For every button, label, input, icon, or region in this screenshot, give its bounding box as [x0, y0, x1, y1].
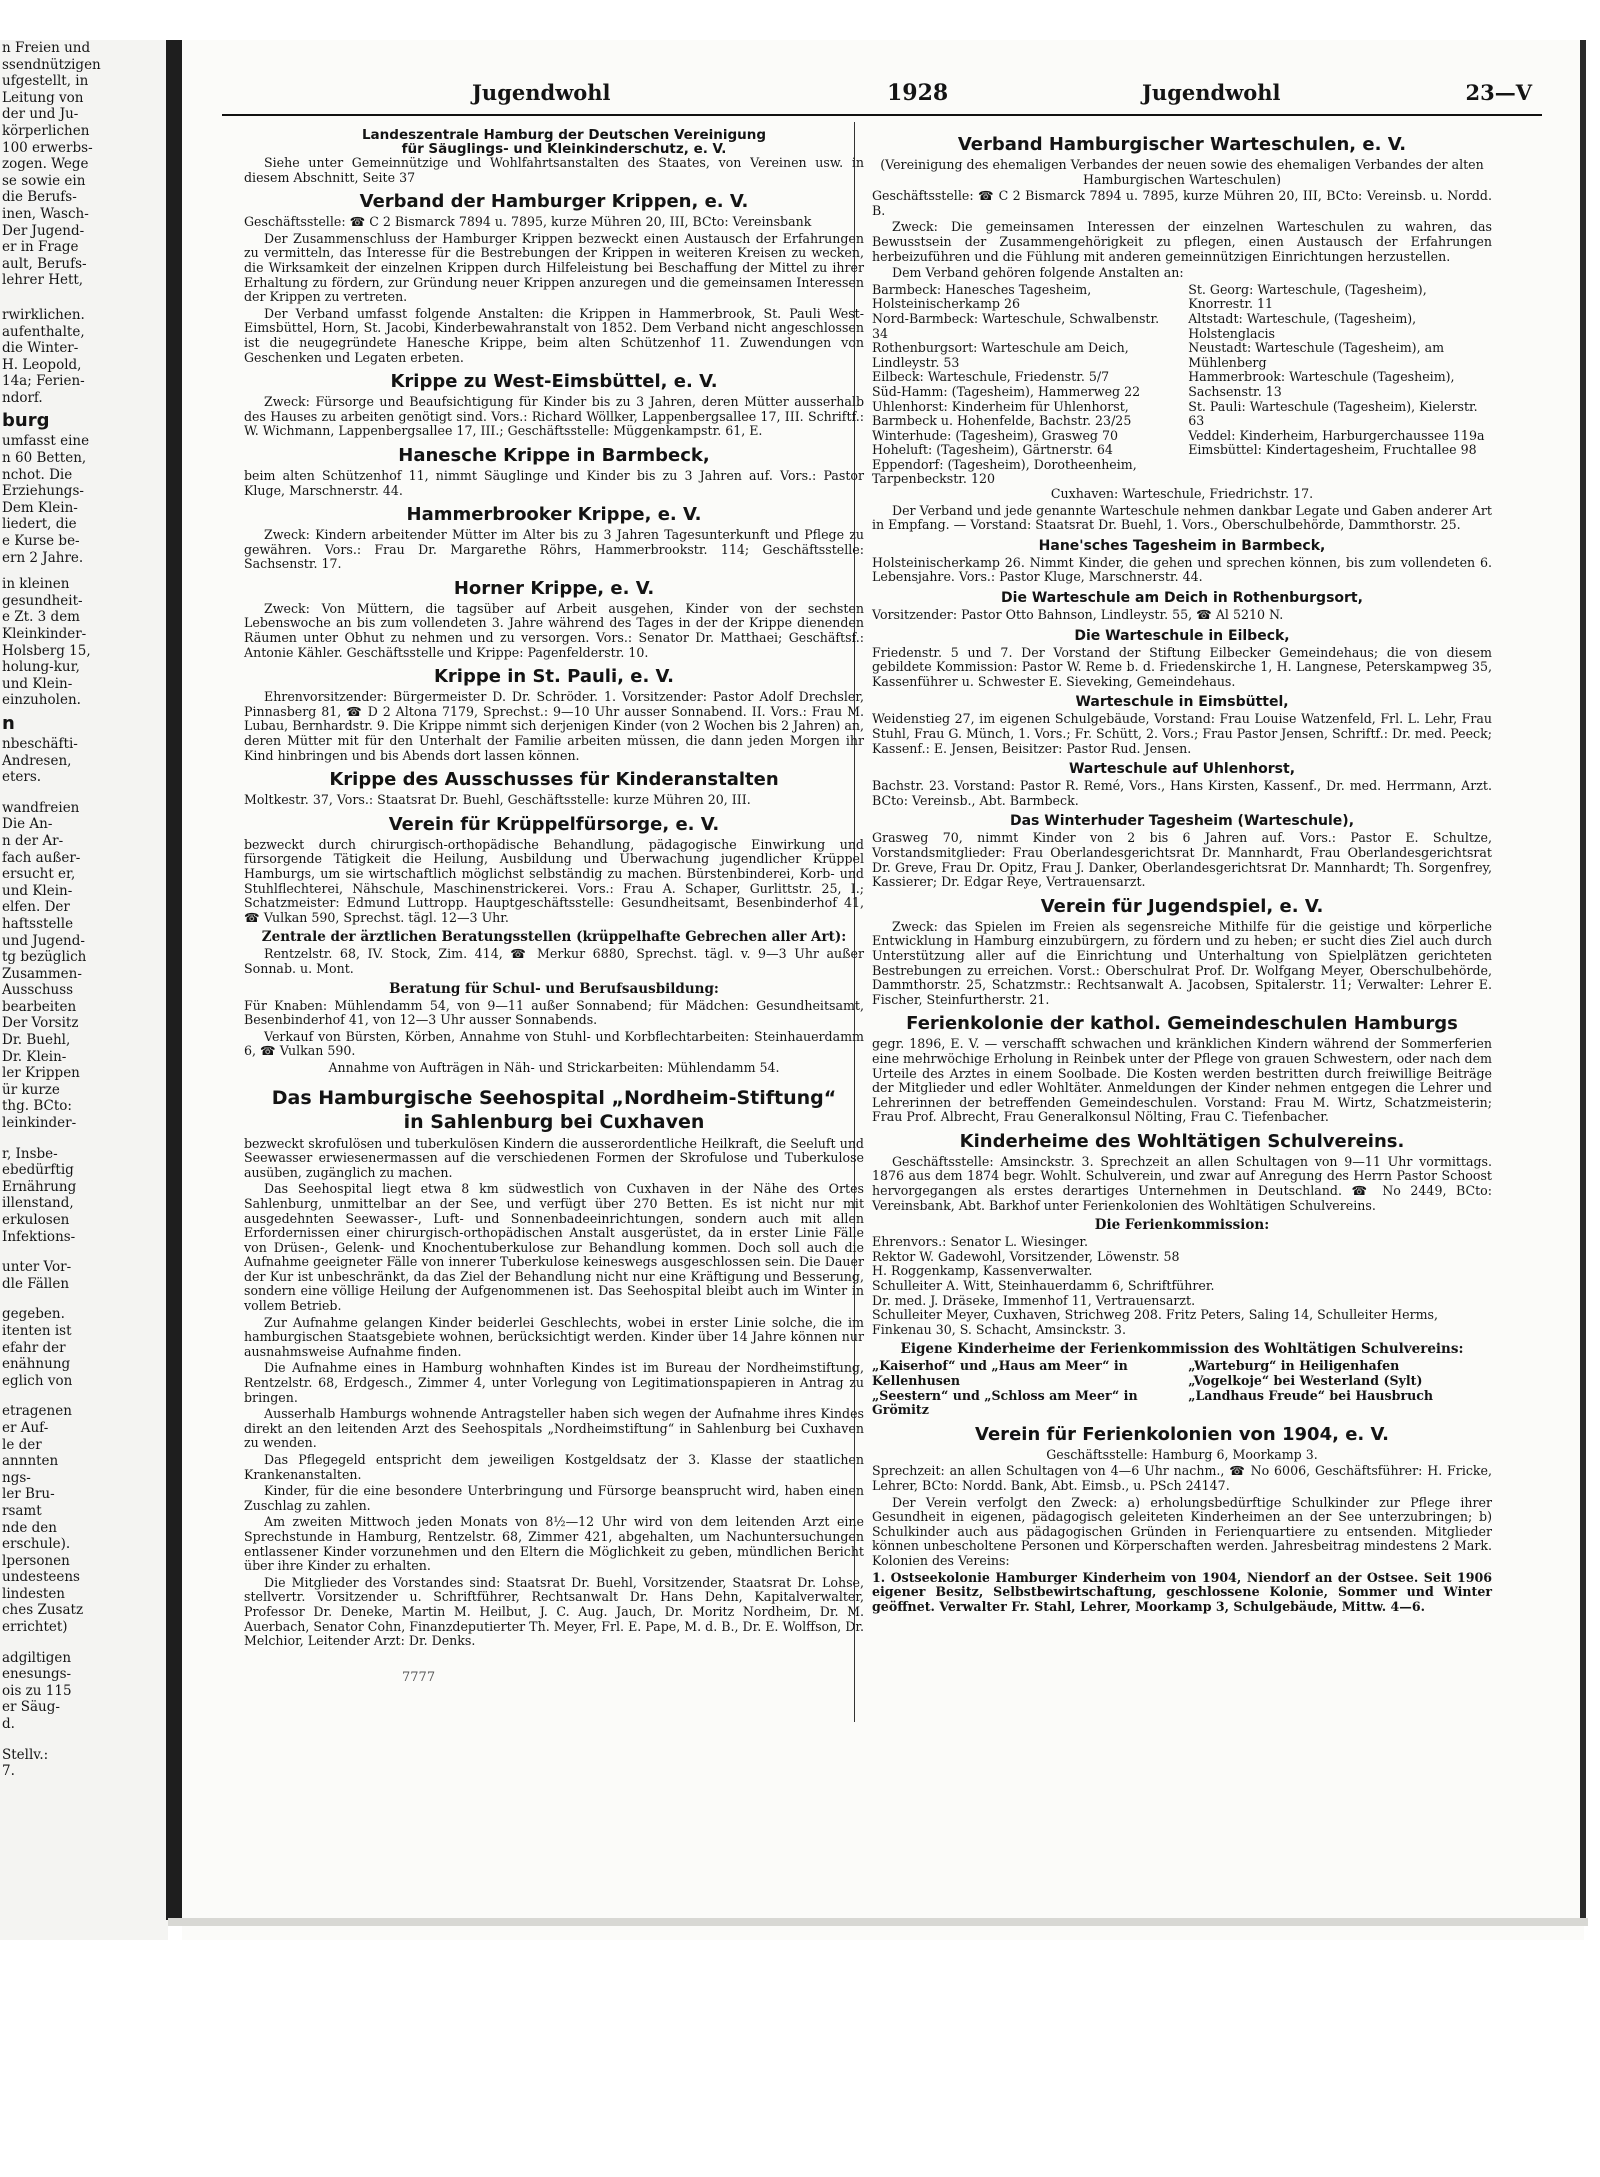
krippen-verband-office: Geschäftsstelle: ☎ C 2 Bismarck 7894 u. 7895, kurze Mühren 20, III, BCto: Vereinsbank: [244, 214, 812, 230]
seehospital-p9: Die Mitglieder des Vorstandes sind: Staatsrat Dr. Buehl, Vorsitzender, Staatsrat Dr. Lohse, stellvertr. Vorsitzender u. Schriftführer, Rechtsanwalt Dr. Hans Dehn, Kapitalverwalter, Professor Dr. Deneke, Martin M. Heilbut, J. C. Aug. Jauch, Dr. Moritz Nordheim, Dr. M. Auerbach, Senator Cohn, Finanzdeputierter Th. Meyer, Frl. E. Pape, M. d. B., Dr. E. Wolffson, Dr. Melchior, Leitender Arzt: Dr. Denks.: [244, 1574, 864, 1649]
page-bottom-edge: [168, 1918, 1588, 1926]
prev-page-line: aufenthalte,: [2, 323, 85, 340]
warteschulen-subtitle: (Vereinigung des ehemaligen Verbandes der neuen sowie des ehemaligen Verbandes der alten Hamburgischen Warteschulen): [880, 157, 1484, 187]
prev-page-line: r, Insbe-: [2, 1145, 58, 1162]
prev-page-line: wandfreien: [2, 799, 80, 816]
prev-page-line: itenten ist: [2, 1322, 72, 1339]
seehospital-p7: Kinder, für die eine besondere Unterbringung und Fürsorge beansprucht wird, haben einen Zuschlag zu zahlen.: [244, 1483, 864, 1513]
warteschule-member: Rothenburgsort: Warteschule am Deich, Lindleystr. 53: [872, 340, 1129, 370]
krueppel-zentrale-title: Zentrale der ärztlichen Beratungsstellen (krüppelhafte Gebrechen aller Art):: [261, 929, 847, 946]
warteschule-member: Altstadt: Warteschule, (Tagesheim), Holstenglacis: [1188, 310, 1417, 341]
prev-page-line: etragenen: [2, 1403, 72, 1420]
seehospital-title-2: in Sahlenburg bei Cuxhaven: [403, 1110, 705, 1133]
krueppel-annahme-text: Annahme von Aufträgen in Näh- und Strickarbeiten: Mühlendamm 54.: [328, 1059, 780, 1075]
prev-page-lines-n4: [0, 1259, 168, 1292]
prev-page-line: nchot. Die: [2, 466, 73, 483]
krueppel-text: bezweckt durch chirurgisch-orthopädische Behandlung, pädagogische Einwirkung und fürsorgende Tätigkeit die Heilung, Ausbildung und Überwachung jugendlicher Krüppel Hamburgs, um sie wirtschaftlich möglichst selbständig zu machen. Bürstenbinderei, Korb- und Stuhlflechterei, Nähschule, Maschinenstrickerei. Vors.: Frau A. Schaper, Gurlittstr. 25, I.; Schatzmeister: Edmund Luttropp. Hauptgeschäftsstelle: Gesundheitsamt, Besenbinderhof 41, ☎ Vulkan 590, Sprechst. tägl. 12—3 Uhr.: [244, 836, 864, 925]
warteschulen-members-intro: Dem Verband gehören folgende Anstalten an:: [892, 265, 1184, 281]
seehospital-p4: Die Aufnahme eines in Hamburg wohnhaften Kindes ist im Bureau der Nordheimstiftung, Rentzelstr. 68, Erdgesch., Zimmer 4, unter Vorlegung von Legitimationspapieren in Antrag zu bringen.: [244, 1360, 864, 1405]
warteschule-member: Hammerbrook: Warteschule (Tagesheim), Sachsenstr. 13: [1188, 369, 1455, 399]
winterhuder-entry: [872, 813, 1492, 889]
horner-text: Zweck: Von Müttern, die tagsüber auf Arbeit ausgehen, Kinder von der sechsten Lebenswoche an bis zum vollendeten 3. Jahre während des Tages in der der Krippe dienenden Räumen unter Obhut zu nehmen und zu versorgen. Vors.: Senator Dr. Matthaei; Geschäftsf.: Antonie Kähler. Geschäftsstelle und Krippe: Pagenfelderstr. 10.: [244, 600, 864, 660]
prev-page-line: Zusammen-: [2, 965, 82, 982]
krueppel-verkauf-text: Verkauf von Bürsten, Körben, Annahme von Stuhl- und Korbflechtarbeiten: Steinhauerdamm 6, ☎ Vulkan 590.: [244, 1028, 864, 1059]
seehospital-p5: Ausserhalb Hamburgs wohnende Antragsteller haben sich wegen der Aufnahme ihres Kindes direkt an den leitenden Arzt des Seehospitals „Nordheimstiftung“ in Sahlenburg bei Cuxhaven zu wenden.: [244, 1406, 864, 1451]
prev-page-line: enesungs-: [2, 1666, 72, 1683]
prev-page-line: Erziehungs-: [2, 483, 84, 500]
warteschule-member: Nord-Barmbeck: Warteschule, Schwalbenstr. 34: [872, 310, 1160, 341]
warteschulen-members-col2: [1188, 283, 1492, 487]
book-gutter: [166, 40, 182, 1920]
seehospital-p6: Das Pflegegeld entspricht dem jeweiligen Kostgeldsatz der 3. Klasse der staatlichen Krankenanstalten.: [244, 1452, 864, 1482]
prev-page-line: der und Ju-: [2, 106, 79, 123]
warteschule-member: Veddel: Kinderheim, Harburgerchaussee 119a: [1188, 427, 1485, 443]
schulverein-heime-col2: [1188, 1359, 1492, 1417]
page-tail-mark: 7777: [402, 1670, 436, 1685]
prev-page-line: e Kurse be-: [2, 533, 80, 550]
ferienkolonie-kathol-text: gegr. 1896, E. V. — verschafft schwachen und kränklichen Kindern während der Sommerferien eine mehrwöchige Erholung in Reinbek unter der Pflege von grauen Schwestern, oder nach dem Urteile des Arztes in einem Soolbade. Die Kosten werden bestritten durch freiwillige Beiträge der Mitglieder und edler Wohltäter. Anmeldungen der Kinder nehmen entgegen die Lehrer und Lehrerinnen der betreffenden Gemeindeschulen. Vorstand: Frau M. Wirtz, Schatzmeisterin; Frau Prof. Albrecht, Frau Generalkonsul Nölting, Frau C. Tiefenbacher.: [872, 1036, 1492, 1125]
warteschule-member: Eppendorf: (Tagesheim), Dorotheenheim, Tarpenbeckstr. 120: [872, 456, 1137, 487]
hammerbrooker-title: Hammerbrooker Krippe, e. V.: [406, 504, 702, 526]
warteschulen-cuxhaven: Cuxhaven: Warteschule, Friedrichstr. 17.: [1050, 486, 1314, 502]
warteschule-member: Uhlenhorst: Kinderheim für Uhlenhorst, Barmbeck u. Hohenfelde, Bachstr. 23/25: [872, 398, 1132, 429]
prev-page-heading-burg: burg: [2, 410, 50, 432]
prev-page-line: Der Jugend-: [2, 222, 85, 239]
prev-page-line: 14a; Ferien-: [2, 373, 85, 390]
eimsbuettel-text: Weidenstieg 27, im eigenen Schulgebäude, Vorstand: Frau Louise Watzenfeld, Frl. L. Lehr, Frau Stuhl, Frau G. Münch, 1. Vors.; Fr. Schütt, 2. Vors.; Frau Pastor Jensen, Schriftf.: Dr. med. Peeck; Kassenf.: E. Jensen, Beisitzer: Pastor Rud. Jensen.: [872, 711, 1492, 756]
seehospital-p3: Zur Aufnahme gelangen Kinder beiderlei Geschlechts, wobei in erster Linie solche, die im hamburgischen Staatsgebiete wohnen, berücksichtigt werden. Kinder über 14 Jahre können nur ausnahmsweise Aufnahme finden.: [244, 1314, 864, 1359]
eimsbuettel-entry: [872, 694, 1492, 756]
prev-page-line: Die An-: [2, 816, 53, 833]
warteschule-member: St. Pauli: Warteschule (Tagesheim), Kielerstr. 63: [1188, 398, 1478, 429]
warteschule-member: Barmbeck: Hanesches Tagesheim, Holsteinischerkamp 26: [872, 281, 1092, 312]
prev-page-line: le der: [2, 1436, 42, 1453]
prev-page-lines-n5: [0, 1306, 168, 1389]
prev-page-line: ngs-: [2, 1469, 31, 1486]
prev-page-line: und Klein-: [2, 882, 73, 899]
prev-page-line: Dem Klein-: [2, 499, 78, 516]
prev-page-line: Leitung von: [2, 89, 84, 106]
running-header: [222, 78, 1542, 116]
krippen-verband-text-1: Der Zusammenschluss der Hamburger Krippen bezweckt einen Austausch der Erfahrungen zu vermitteln, das Interesse für die Bestrebungen der Krippen in weiteren Kreisen zu wecken, die Wirksamkeit der einzelnen Krippen durch Hilfeleistung bei Beschaffung der Mittel zu ihrer Erhaltung zu fördern, zur Gründung neuer Krippen anzuregen und die gemeinsamen Interessen der Krippen zu vertreten.: [244, 230, 864, 305]
prev-page-line: nbeschäfti-: [2, 735, 78, 752]
hanesches-title: Hane'sches Tagesheim in Barmbeck,: [1038, 537, 1326, 554]
ferienkolonie-kathol-entry: [872, 1013, 1492, 1125]
krueppel-beratung-text: Für Knaben: Mühlendamm 54, von 9—11 außer Sonnabend; für Mädchen: Gesundheitsamt, Besenbinderhof 41, von 12—3 Uhr ausser Sonnabends.: [244, 997, 864, 1028]
ferienkolonien-1904-title: Verein für Ferienkolonien von 1904, e. V.: [975, 1423, 1389, 1445]
ferienkolonie-kathol-title: Ferienkolonie der kathol. Gemeindeschulen Hamburgs: [906, 1013, 1458, 1035]
prev-page-line: ern 2 Jahre.: [2, 549, 84, 566]
prev-page-line: rsamt: [2, 1502, 42, 1519]
prev-page-line: thg. BCto:: [2, 1098, 72, 1115]
eilbeck-title: Die Warteschule in Eilbeck,: [1074, 627, 1290, 644]
prev-page-line: ür kurze: [2, 1081, 60, 1098]
prev-page-line: leinkinder-: [2, 1115, 77, 1132]
horner-entry: [244, 578, 864, 660]
krueppel-zentrale-text: Rentzelstr. 68, IV. Stock, Zim. 414, ☎ Merkur 6880, Sprechst. tägl. v. 9—3 Uhr außer Sonnab. u. Mont.: [244, 946, 864, 976]
prev-page-line: H. Leopold,: [2, 356, 82, 373]
prev-page-line: ufgestellt, in: [2, 73, 89, 90]
prev-page-line: dle Fällen: [2, 1275, 70, 1292]
prev-page-line: ler Bru-: [2, 1486, 55, 1503]
seehospital-title-1: Das Hamburgische Seehospital „Nordheim-Stiftung“: [271, 1086, 837, 1109]
schulverein-heime-col1: [872, 1359, 1176, 1417]
uhlenhorst-text: Bachstr. 23. Vorstand: Pastor R. Remé, Vors., Hans Kirsten, Kassenf., Dr. med. Herrmann, Arzt. BCto: Vereinsb., Abt. Barmbeck.: [872, 778, 1492, 808]
kinderheim-item: „Kaiserhof“ und „Haus am Meer“ in Kellenhusen: [872, 1358, 1128, 1388]
prev-page-line: lpersonen: [2, 1552, 70, 1569]
prev-page-line: er Säug-: [2, 1699, 60, 1716]
prev-page-line: Infektions-: [2, 1228, 76, 1245]
warteschulen-entry: [872, 134, 1492, 533]
hammerbrooker-text: Zweck: Kindern arbeitender Mütter im Alter bis zu 3 Jahren Tagesunterkunft und Pflege zu gewähren. Vors.: Frau Dr. Margarethe Röhrs, Hammerbrookstr. 114; Geschäftsstelle: Sachsenstr. 17.: [244, 527, 864, 572]
seehospital-p8: Am zweiten Mittwoch jeden Monats von 8½—12 Uhr wird von dem leitenden Arzt eine Sprechstunde in Hamburg, Rentzelstr. 68, Zimmer 421, abgehalten, um Nachuntersuchungen entlassener Kinder vorzunehmen und den Eltern die Möglichkeit zu geben, mündlichen Bericht über ihre Kinder zu erhalten.: [244, 1514, 864, 1574]
prev-page-line: gesundheit-: [2, 592, 83, 609]
prev-page-line: holung-kur,: [2, 659, 80, 676]
krippen-verband-text-2: Der Verband umfasst folgende Anstalten: die Krippen in Hammerbrook, St. Pauli West-Eimsbüttel, Horn, St. Jacobi, Kinderbewahranstalt von 1852. Dem Verband nicht angeschlossen ist die neugegründete Hanesche Krippe, beim alten Schützenhof 11. Zuwendungen von Geschenken und Legaten erbeten.: [244, 305, 864, 365]
prev-page-line: ebedürftig: [2, 1162, 74, 1179]
krueppel-entry: [244, 814, 864, 1076]
prev-page-lines-n: [0, 736, 168, 786]
schulverein-title: Kinderheime des Wohltätigen Schulvereins.: [959, 1130, 1405, 1152]
header-left-title: Jugendwohl: [472, 80, 611, 105]
kommission-member: Dr. med. J. Dräseke, Immenhof 11, Vertrauensarzt.: [872, 1292, 1196, 1308]
st-pauli-text: Ehrenvorsitzender: Bürgermeister D. Dr. Schröder. 1. Vorsitzender: Pastor Adolf Drechsler, Pinnasberg 81, ☎ D 2 Altona 7179, Sprechst.: 9—10 Uhr ausser Sonnabend. II. Vors.: Frau M. Lubau, Bernhardstr. 9. Die Krippe nimmt sich derjenigen Kinder (von 2 Wochen bis 2 Jahren) an, deren Mütter mit für den Unterhalt der Familie arbeiten müssen, die dann jeden Morgen ihr Kind hinbringen und bis Abends dort lassen können.: [244, 689, 864, 763]
jugendspiel-entry: [872, 896, 1492, 1008]
prev-page-line: enähnung: [2, 1356, 71, 1373]
hanesche-entry: [244, 445, 864, 498]
kinderheim-item: „Seestern“ und „Schloss am Meer“ in Grömitz: [872, 1387, 1138, 1418]
warteschulen-members-col1: [872, 283, 1176, 487]
seehospital-p1: bezweckt skrofulösen und tuberkulösen Kindern die ausserordentliche Heilkraft, die Seeluft und Seewasser erwiesenermassen auf die verschiedenen Formen der Skrofulose und Tuberkulose ausüben, zugänglich zu machen.: [244, 1135, 864, 1180]
prev-page-line: Ernährung: [2, 1178, 77, 1195]
prev-page-line: ssendnützigen: [2, 56, 101, 73]
prev-page-line: ois zu 115: [2, 1682, 72, 1699]
seehospital-p2: Das Seehospital liegt etwa 8 km südwestlich von Cuxhaven in der Nähe des Ortes Sahlenburg, unmittelbar an der See, und verfügt über 270 Betten. Es ist nicht nur mit ausgedehnten Seewasser-, Luft- und Sonnenbadeeinrichtungen, sondern auch mit allen Erfordernissen einer chirurgisch-orthopädischen Anstalt ausgerüstet, da in erster Linie Fälle von Drüsen-, Gelenk- und Knochentuberkulose zur Behandlung kommen. Doch soll auch die Aufnahme geeigneter Fälle von innerer Tuberkulose keineswegs ausgeschlossen sein. Die Dauer der Kur ist unbeschränkt, da das Ziel der Behandlung nicht nur eine Kräftigung und Besserung, sondern eine völlige Heilung der Aufgenommenen ist. Das Seehospital bleibt auch im Winter in vollem Betrieb.: [244, 1181, 864, 1314]
prev-page-line: unter Vor-: [2, 1259, 72, 1276]
prev-page-line: ndorf.: [2, 389, 43, 406]
prev-page-line: n 60 Betten,: [2, 450, 87, 467]
prev-page-line: haftsstelle: [2, 915, 74, 932]
warteschule-member: Winterhude: (Tagesheim), Grasweg 70: [872, 427, 1119, 443]
west-eimsbuettel-text: Zweck: Fürsorge und Beaufsichtigung für Kinder bis zu 3 Jahren, deren Mütter ausserhalb des Hauses zu arbeiten genötigt sind. Vors.: Richard Wöllker, Lappenbergsallee 17, III. Schriftf.: W. Wichmann, Lappenbergsallee 17, III.; Geschäftsstelle: Müggenkampstr. 61, E.: [244, 394, 864, 439]
prev-page-line: er in Frage: [2, 239, 79, 256]
prev-page-line: Ausschuss: [2, 982, 74, 999]
prev-page-line: se sowie ein: [2, 172, 86, 189]
prev-page-line: einzuholen.: [2, 692, 81, 709]
header-right-title: Jugendwohl: [1142, 80, 1281, 105]
uhlenhorst-title: Warteschule auf Uhlenhorst,: [1068, 761, 1296, 778]
header-year: 1928: [887, 80, 949, 106]
prev-page-line: n Freien und: [2, 40, 91, 56]
prev-page-line: zogen. Wege: [2, 156, 89, 173]
kommission-member: Schulleiter Meyer, Cuxhaven, Strichweg 208. Fritz Peters, Saling 14, Schulleiter Herms, Finkenau 30, S. Schacht, Amsinckstr. 3.: [872, 1307, 1439, 1337]
st-pauli-entry: [244, 666, 864, 763]
prev-page-line: n der Ar-: [2, 832, 64, 849]
prev-page-line: rwirklichen.: [2, 306, 85, 323]
prev-page-line: lehrer Hett,: [2, 272, 84, 289]
warteschule-member: Hoheluft: (Tagesheim), Gärtnerstr. 64: [872, 442, 1113, 458]
prev-page-line: Andresen,: [2, 752, 72, 769]
prev-page-line: und Klein-: [2, 675, 73, 692]
warteschulen-title: Verband Hamburgischer Warteschulen, e. V.: [957, 134, 1407, 155]
prev-page-line: ault, Berufs-: [2, 255, 87, 272]
prev-page-heading-n: n: [2, 712, 15, 734]
landeszentrale-title-2: für Säuglings- und Kleinkinderschutz, e. V.: [401, 141, 727, 157]
ferienkolonien-1904-text: Der Verein verfolgt den Zweck: a) erholungsbedürftige Schulkinder zur Pflege ihrer Gesundheit in eigenen, pädagogisch geleiteten Kinderheimen an der See unterzubringen; b) Schulkinder auch aus pädagogischen Gründen in Ferienquartiere zu entsenden. Mitglieder können unbescholtene Personen und Körperschaften werden. Jahresbeitrag mindestens 2 Mark. Kolonien des Vereins:: [872, 1494, 1492, 1568]
page-right-edge: [1580, 40, 1586, 1920]
prev-page-line: illenstand,: [2, 1195, 74, 1212]
prev-page-line: eters.: [2, 769, 42, 786]
prev-page-line: inen, Wasch-: [2, 205, 89, 222]
prev-page-line: adgiltigen: [2, 1649, 72, 1666]
left-column: [244, 128, 864, 1651]
ferienkolonien-1904-office: Geschäftsstelle: Hamburg 6, Moorkamp 3.: [1046, 1446, 1318, 1462]
warteschulen-office: Geschäftsstelle: ☎ C 2 Bismarck 7894 u. 7895, kurze Mühren 20, III, BCto: Vereinsb. u. Nordd. B.: [872, 188, 1492, 218]
hanesches-entry: [872, 538, 1492, 585]
jugendspiel-text: Zweck: das Spielen im Freien als segensreiche Mithilfe für die geistige und körperliche Entwicklung in Hamburg einzubürgern, zu fördern und zu heben; er sucht dies Ziel auch durch Unterstützung aller auf die Einrichtung und Unterhaltung von Spielplätzen gerichteten Bestrebungen zu erreichen. Vorst.: Oberschulrat Prof. Dr. Wolfgang Meyer, Oberschulbehörde, Dammthorstr. 25, Schatzmstr.: Rechtsanwalt A. Jacobsen, Spitalerstr. 11; Verwalter: Lehrer E. Fischer, Steinfurtherstr. 21.: [872, 918, 1492, 1007]
west-eimsbuettel-title: Krippe zu West-Eimsbüttel, e. V.: [390, 371, 718, 393]
warteschule-member: Eimsbüttel: Kindertagesheim, Fruchtallee 98: [1188, 442, 1477, 458]
prev-page-line: nde den: [2, 1519, 57, 1536]
prev-page-line: eglich von: [2, 1372, 73, 1389]
prev-page-line: 7.: [2, 1763, 15, 1780]
prev-page-line: 100 erwerbs-: [2, 139, 93, 156]
kommission-member: Ehrenvors.: Senator L. Wiesinger.: [872, 1234, 1089, 1250]
prev-page-line: Dr. Klein-: [2, 1048, 67, 1065]
prev-page-line: Holsberg 15,: [2, 642, 91, 659]
prev-page-line: fach außer-: [2, 849, 81, 866]
prev-page-line: gegeben.: [2, 1306, 65, 1323]
prev-page-line: Der Vorsitz: [2, 1015, 79, 1032]
prev-page-line: die Berufs-: [2, 189, 77, 206]
kommission-member: Rektor W. Gadewohl, Vorsitzender, Löwenstr. 58: [872, 1248, 1180, 1264]
prev-page-line: Dr. Buehl,: [2, 1032, 71, 1049]
schulverein-kommission-list: [872, 1235, 1492, 1337]
prev-page-line: erkulosen: [2, 1212, 70, 1228]
prev-page-line: liedert, die: [2, 516, 77, 533]
prev-page-line: elfen. Der: [2, 899, 70, 916]
seehospital-entry: [244, 1086, 864, 1649]
ferienkolonien-1904-kolonie: 1. Ostseekolonie Hamburger Kinderheim von 1904, Niendorf an der Ostsee. Seit 1906 eigener Besitz, Selbstbewirtschaftung, geschlossene Kolonie, Sommer und Winter geöffnet. Verwalter Fr. Stahl, Lehrer, Moorkamp 3, Schulgebäude, Mittw. 4—6.: [872, 1569, 1492, 1614]
warteschule-member: Neustadt: Warteschule (Tagesheim), am Mühlenberg: [1188, 340, 1445, 370]
kinderheim-item: „Warteburg“ in Heiligenhafen: [1188, 1358, 1400, 1374]
landeszentrale-title-1: Landeszentrale Hamburg der Deutschen Vereinigung: [361, 127, 767, 143]
ausschuss-title: Krippe des Ausschusses für Kinderanstalten: [329, 769, 779, 791]
hanesches-text: Holsteinischerkamp 26. Nimmt Kinder, die gehen und sprechen können, bis zum vollendeten 6. Lebensjahre. Vors.: Pastor Kluge, Marschnerstr. 44.: [872, 554, 1492, 585]
prev-page-lines-burg: [0, 433, 168, 566]
prev-page-line: efahr der: [2, 1339, 66, 1356]
prev-page-lines-n6: [0, 1403, 168, 1635]
prev-page-line: ersucht er,: [2, 866, 76, 883]
prev-page-lines-n8: [0, 1747, 168, 1780]
warteschule-member: Eilbeck: Warteschule, Friedenstr. 5/7: [872, 369, 1110, 385]
eilbeck-entry: [872, 628, 1492, 690]
ausschuss-entry: [244, 769, 864, 808]
kinderheim-item: „Landhaus Freude“ bei Hausbruch: [1188, 1387, 1434, 1403]
schulverein-entry: [872, 1131, 1492, 1418]
prev-page-line: d.: [2, 1716, 15, 1733]
krueppel-beratung-title: Beratung für Schul- und Berufsausbildung:: [389, 980, 719, 997]
prev-page-line: die Winter-: [2, 340, 79, 357]
prev-page-lines-n3: [0, 1146, 168, 1246]
deich-text: Vorsitzender: Pastor Otto Bahnson, Lindleystr. 55, ☎ Al 5210 N.: [872, 607, 1284, 623]
deich-entry: [872, 590, 1492, 623]
uhlenhorst-entry: [872, 761, 1492, 808]
ferienkolonien-1904-entry: [872, 1424, 1492, 1615]
landeszentrale-entry: [244, 128, 864, 185]
hanesche-text: beim alten Schützenhof 11, nimmt Säuglinge und Kinder bis zu 3 Jahren auf. Vors.: Pastor Kluge, Marschnerstr. 44.: [244, 467, 864, 498]
prev-page-lines-burg2: [0, 576, 168, 709]
warteschule-member: St. Georg: Warteschule, (Tagesheim), Knorrestr. 11: [1188, 281, 1427, 312]
winterhuder-text: Grasweg 70, nimmt Kinder von 2 bis 6 Jahren auf. Vors.: Pastor E. Schultze, Vorstandsmitglieder: Frau Oberlandesgerichtsrat Dr. Mannhardt, Frau Oberlandesgerichtsrat Dr. Greve, Frau Dr. Opitz, Frau J. Danker, Oberlandesgerichtsrat Dr. Mannhardt; Th. Sorgenfrey, Kassierer; Dr. Edgar Reye, Vertrauensarzt.: [872, 830, 1492, 890]
prev-page-line: tg bezüglich: [2, 949, 87, 966]
warteschulen-text-2: Der Verband und jede genannte Warteschule nehmen dankbar Legate und Gaben anderer Art in Empfang. — Vorstand: Staatsrat Dr. Buehl, 1. Vors., Oberschulbehörde, Dammthorstr. 25.: [872, 502, 1492, 533]
eimsbuettel-title: Warteschule in Eimsbüttel,: [1075, 694, 1289, 711]
prev-page-line: und Jugend-: [2, 932, 85, 949]
prev-page-line: bearbeiten: [2, 998, 77, 1015]
prev-page-lines-top: [0, 40, 168, 289]
prev-page-line: Stellv.:: [2, 1746, 49, 1763]
kommission-member: Schulleiter A. Witt, Steinhauerdamm 6, Schriftführer.: [872, 1278, 1215, 1294]
krippen-verband-title: Verband der Hamburger Krippen, e. V.: [359, 191, 749, 213]
landeszentrale-text: Siehe unter Gemeinnützige und Wohlfahrtsanstalten des Staates, von Vereinen usw. in diesem Abschnitt, Seite 37: [244, 155, 864, 185]
prev-page-line: umfasst eine: [2, 433, 90, 450]
winterhuder-title: Das Winterhuder Tagesheim (Warteschule),: [1009, 813, 1355, 830]
schulverein-heime: [872, 1359, 1492, 1417]
previous-page-fragment: [0, 40, 168, 1940]
warteschulen-members: [872, 283, 1492, 487]
prev-page-line: erschule).: [2, 1536, 71, 1553]
warteschule-member: Süd-Hamm: (Tagesheim), Hammerweg 22: [872, 383, 1141, 399]
right-column: [872, 128, 1492, 1616]
prev-page-lines-n2: [0, 800, 168, 1132]
prev-page-line: Kleinkinder-: [2, 626, 87, 642]
prev-page-line: e Zt. 3 dem: [2, 609, 80, 626]
prev-page-line: in kleinen: [2, 576, 70, 593]
prev-page-line: ler Krippen: [2, 1065, 80, 1082]
prev-page-line: ches Zusatz: [2, 1602, 84, 1619]
horner-title: Horner Krippe, e. V.: [453, 577, 655, 599]
west-eimsbuettel-entry: [244, 371, 864, 439]
prev-page-line: undesteens: [2, 1569, 80, 1586]
hammerbrooker-entry: [244, 504, 864, 572]
warteschulen-text: Zweck: Die gemeinsamen Interessen der einzelnen Warteschulen zu wahren, das Bewusstsein der Zusammengehörigkeit zu pflegen, einen Austausch der Erfahrungen herbeizuführen und die Fühlung mit anderen gemeinnützigen Einrichtungen herzustellen.: [872, 219, 1492, 264]
prev-page-line: er Auf-: [2, 1419, 49, 1436]
jugendspiel-title: Verein für Jugendspiel, e. V.: [1040, 895, 1324, 917]
prev-page-line: körperlichen: [2, 122, 90, 139]
ausschuss-text: Moltkestr. 37, Vors.: Staatsrat Dr. Buehl, Geschäftsstelle: kurze Mühren 20, III.: [244, 792, 751, 808]
schulverein-text: Geschäftsstelle: Amsinckstr. 3. Sprechzeit an allen Schultagen von 9—11 Uhr vormittags. 1876 aus dem 1874 begr. Wohlt. Schulverein, und zwar auf Anregung des Herrn Pastor Schoost hervorgegangen als erstes derartiges Unternehmen in Deutschland. ☎ No 2449, BCto: Vereinsbank, Abt. Barkhof unter Ferienkolonien des Wohltätigen Schulvereins.: [872, 1153, 1492, 1213]
kinderheim-item: „Vogelkoje“ bei Westerland (Sylt): [1188, 1373, 1423, 1388]
st-pauli-title: Krippe in St. Pauli, e. V.: [433, 666, 675, 688]
krippen-verband-entry: [244, 191, 864, 365]
kommission-member: H. Roggenkamp, Kassenverwalter.: [872, 1263, 1093, 1279]
main-page: [182, 40, 1584, 1940]
ferienkolonien-1904-office-2: Sprechzeit: an allen Schultagen von 4—6 Uhr nachm., ☎ No 6006, Geschäftsführer: H. Fricke, Lehrer, BCto: Nordd. Bank, Abt. Eimsb., u. PSch 24147.: [872, 1463, 1492, 1493]
eilbeck-text: Friedenstr. 5 und 7. Der Vorstand der Stiftung Eilbecker Gemeindehaus; die von diesem gebildete Kommission: Pastor W. Reme b. d. Friedenskirche 1, H. Langnese, Peterskampweg 35, Kassenführer u. Schwester E. Sieveking, Gemeindehaus.: [872, 644, 1492, 689]
prev-page-line: errichtet): [2, 1619, 68, 1636]
prev-page-line: annnten: [2, 1453, 59, 1470]
krueppel-title: Verein für Krüppelfürsorge, e. V.: [388, 813, 720, 835]
page-number: 23—V: [1465, 80, 1532, 105]
deich-title: Die Warteschule am Deich in Rothenburgsort,: [1001, 590, 1363, 607]
schulverein-eigene-title: Eigene Kinderheime der Ferienkommission des Wohltätigen Schulvereins:: [900, 1341, 1464, 1358]
hanesche-title: Hanesche Krippe in Barmbeck,: [398, 444, 710, 466]
schulverein-kommission-title: Die Ferienkommission:: [1094, 1217, 1270, 1234]
prev-page-line: lindesten: [2, 1585, 65, 1602]
prev-page-lines-n7: [0, 1650, 168, 1733]
prev-page-lines-mid: [0, 307, 168, 407]
